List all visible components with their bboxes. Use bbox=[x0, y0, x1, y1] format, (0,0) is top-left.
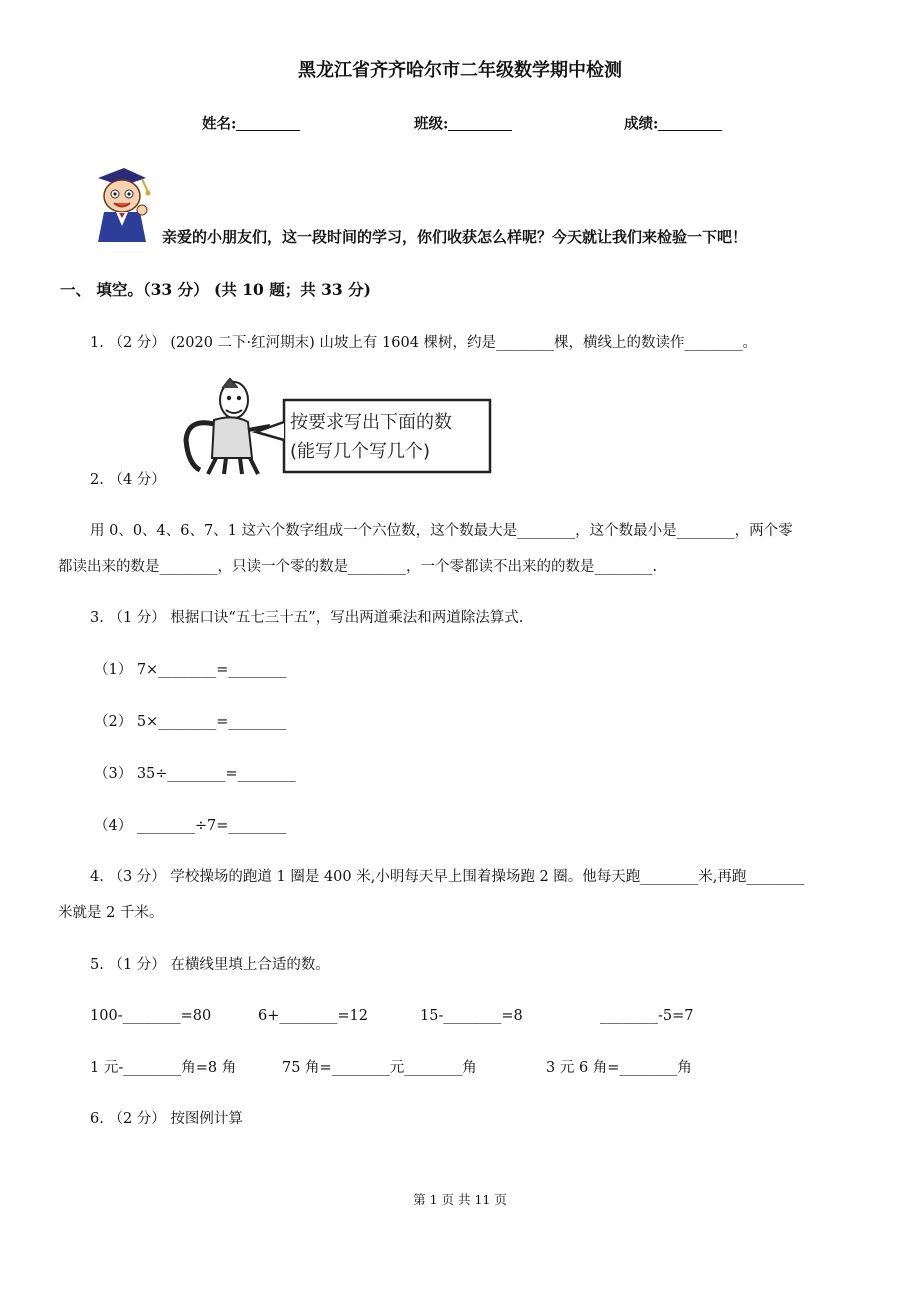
class-field[interactable] bbox=[414, 115, 512, 133]
question-6: 6. （2 分） 按图例计算 bbox=[90, 1111, 243, 1127]
question-5-eq-3: 15-________=8 bbox=[420, 1008, 523, 1024]
name-blank[interactable] bbox=[236, 115, 300, 131]
class-blank[interactable] bbox=[448, 115, 512, 131]
bubble-line-1: 按要求写出下面的数 bbox=[290, 412, 452, 433]
question-3-item-4: （4） ________÷7=________ bbox=[94, 818, 287, 834]
name-label: 姓名: bbox=[202, 115, 237, 133]
question-5-eq-4: ________-5=7 bbox=[600, 1008, 694, 1024]
question-4-line-1: 4. （3 分） 学校操场的跑道 1 圈是 400 米,小明每天早上围着操场跑 2 圈。他每天跑________米,再跑________ bbox=[90, 869, 805, 885]
question-4-line-2: 米就是 2 千米。 bbox=[58, 905, 164, 921]
question-5-eq-6: 75 角=________元________角 bbox=[282, 1060, 477, 1076]
question-2-number: 2. （4 分） bbox=[90, 472, 166, 488]
score-label: 成绩: bbox=[624, 115, 659, 133]
section-heading: 一、 填空。（33 分） (共 10 题；共 33 分) bbox=[60, 280, 371, 299]
question-2-text-1: 用 0、0、4、6、7、1 这六个数字组成一个六位数，这个数最大是________，这个数最小是________，两个零 bbox=[90, 523, 793, 539]
question-2-text-2: 都读出来的数是________，只读一个零的数是________，一个零都读不出来的的数是________. bbox=[58, 559, 658, 575]
score-blank[interactable] bbox=[658, 115, 722, 131]
name-field[interactable] bbox=[202, 115, 300, 133]
bubble-line-2: (能写几个写几个) bbox=[290, 441, 431, 462]
question-5-eq-1: 100-________=80 bbox=[90, 1008, 212, 1024]
question-3-item-1: （1） 7×________=________ bbox=[94, 662, 287, 678]
mascot-illustration bbox=[90, 166, 154, 246]
question-3-item-3: （3） 35÷________=________ bbox=[94, 766, 296, 782]
question-3: 3. （1 分） 根据口诀“五七三十五”，写出两道乘法和两道除法算式. bbox=[90, 610, 524, 626]
question-3-item-2: （2） 5×________=________ bbox=[94, 714, 287, 730]
score-field[interactable] bbox=[624, 115, 722, 133]
question-5-eq-2: 6+________=12 bbox=[258, 1008, 368, 1024]
question-5-eq-5: 1 元-________角=8 角 bbox=[90, 1060, 237, 1076]
page-footer: 第 1 页 共 11 页 bbox=[413, 1192, 507, 1207]
question-1: 1. （2 分） (2020 二下·红河期末) 山坡上有 1604 棵树，约是________棵，横线上的数读作________。 bbox=[90, 335, 758, 351]
page-title: 黑龙江省齐齐哈尔市二年级数学期中检测 bbox=[298, 60, 622, 81]
monkey-illustration bbox=[178, 378, 496, 478]
question-5-eq-7: 3 元 6 角=________角 bbox=[546, 1060, 692, 1076]
question-5: 5. （1 分） 在横线里填上合适的数。 bbox=[90, 957, 330, 973]
greeting-text: 亲爱的小朋友们，这一段时间的学习，你们收获怎么样呢？今天就让我们来检验一下吧！ bbox=[162, 228, 748, 246]
class-label: 班级: bbox=[414, 115, 449, 133]
